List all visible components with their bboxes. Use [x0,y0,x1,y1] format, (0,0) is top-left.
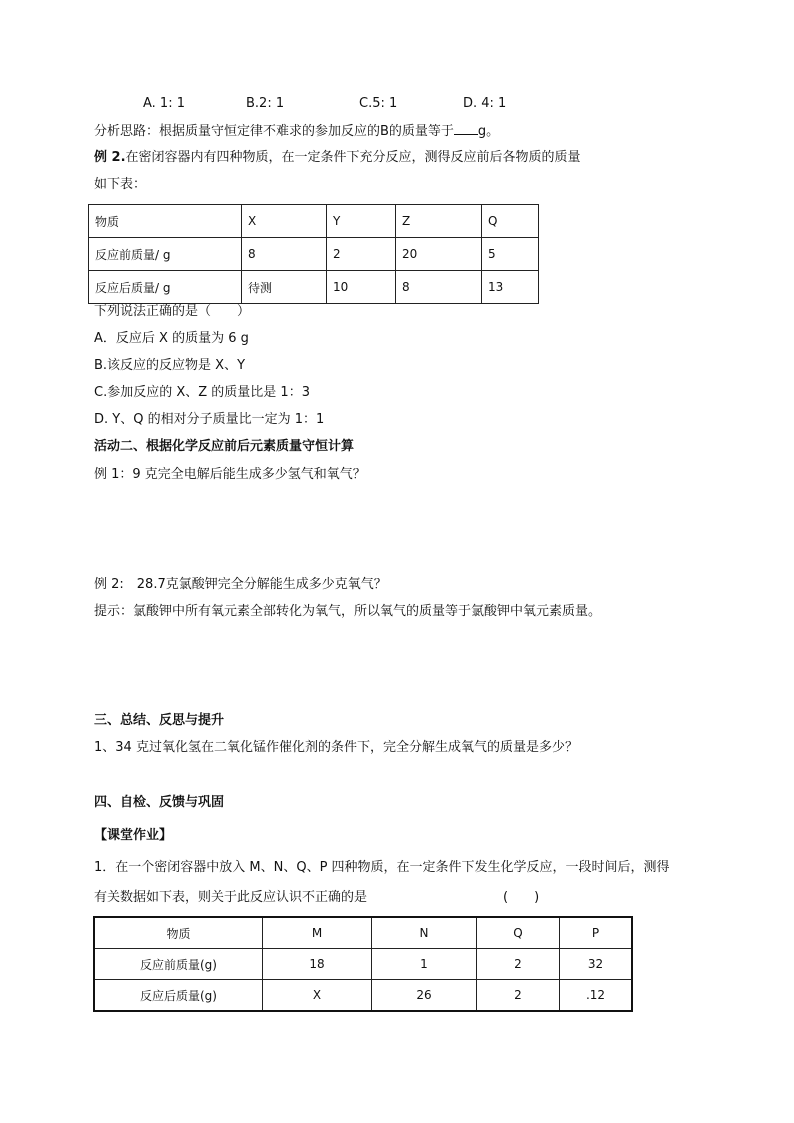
table-cell: 待测 [242,271,327,304]
top-choices [143,95,506,113]
table-cell: 32 [560,949,633,980]
table-1 [88,204,539,304]
table-cell: 2 [477,949,560,980]
example-2-text: 在密闭容器内有四种物质，在一定条件下充分反应，测得反应前后各物质的质量 [125,150,581,165]
table-cell: 物质 [89,205,242,238]
table-cell: Q [482,205,539,238]
table-cell: 反应后质量/ g [89,271,242,304]
analysis-line [94,122,499,141]
table-cell: 2 [327,238,396,271]
table-row [89,271,539,304]
table-cell: X [263,980,372,1012]
activity-example-2: 例 2: 28.7克氯酸钾完全分解能生成多少克氧气？ [94,577,387,592]
table-cell: 10 [327,271,396,304]
table-cell: .12 [560,980,633,1012]
choice-d: D. 4: 1 [463,96,507,111]
choice-b: B.2: 1 [246,96,285,111]
table-cell: N [372,917,477,949]
answer-paren: ( ) [503,890,540,905]
homework-question-1a: 1．在一个密闭容器中放入 M、N、Q、P 四种物质，在一定条件下发生化学反应，一段时间后，测得 [94,860,670,875]
table-row [89,205,539,238]
homework-question-1b-text: 有关数据如下表，则关于此反应认识不正确的是 [94,890,368,905]
choice-a: A. 1: 1 [143,96,185,111]
table-cell: X [242,205,327,238]
table-cell: 物质 [94,917,263,949]
table-cell: Q [477,917,560,949]
table-cell: Z [396,205,482,238]
table-cell: 反应前质量/ g [89,238,242,271]
table-cell: P [560,917,633,949]
choice-c: C.5: 1 [359,96,398,111]
option-a: A．反应后 X 的质量为 6 g [94,331,249,346]
table-cell: 2 [477,980,560,1012]
example-2-cont: 如下表： [94,177,147,192]
table-cell: Y [327,205,396,238]
table-row [94,949,632,980]
table-cell: 18 [263,949,372,980]
table-row [94,917,632,949]
table-cell: 20 [396,238,482,271]
example-2-label: 例 2. [94,150,126,165]
table-cell: 反应前质量(g) [94,949,263,980]
table-2 [93,916,633,1012]
table-row [89,238,539,271]
option-d: D. Y、Q 的相对分子质量比一定为 1：1 [94,412,325,427]
analysis-prefix: 分析思路：根据质量守恒定律不难求的参加反应的B的质量等于 [94,124,454,139]
homework-question-1b [94,889,539,907]
table-cell: 8 [242,238,327,271]
table-cell: 反应后质量(g) [94,980,263,1012]
section-3-heading: 三、总结、反思与提升 [94,713,225,728]
table-cell: 13 [482,271,539,304]
homework-heading: 【课堂作业】 [94,828,173,843]
table-cell: 1 [372,949,477,980]
section-4-heading: 四、自检、反馈与巩固 [94,795,225,810]
answer-blank[interactable] [454,122,478,135]
example-2-line [94,149,581,167]
table-cell: 8 [396,271,482,304]
option-c: C.参加反应的 X、Z 的质量比是 1：3 [94,385,310,400]
question-line: 下列说法正确的是（ ） [94,304,251,319]
hint-line: 提示：氯酸钾中所有氧元素全部转化为氧气，所以氧气的质量等于氯酸钾中氧元素质量。 [94,604,602,619]
table-row [94,980,632,1012]
table-cell: 5 [482,238,539,271]
table-cell: 26 [372,980,477,1012]
analysis-suffix: g。 [477,124,500,139]
activity-2-heading: 活动二、根据化学反应前后元素质量守恒计算 [94,439,355,454]
table-cell: M [263,917,372,949]
option-b: B.该反应的反应物是 X、Y [94,358,246,373]
activity-example-1: 例 1：9 克完全电解后能生成多少氢气和氧气？ [94,467,366,482]
section-3-question: 1、34 克过氧化氢在二氧化锰作催化剂的条件下，完全分解生成氧气的质量是多少？ [94,740,578,755]
